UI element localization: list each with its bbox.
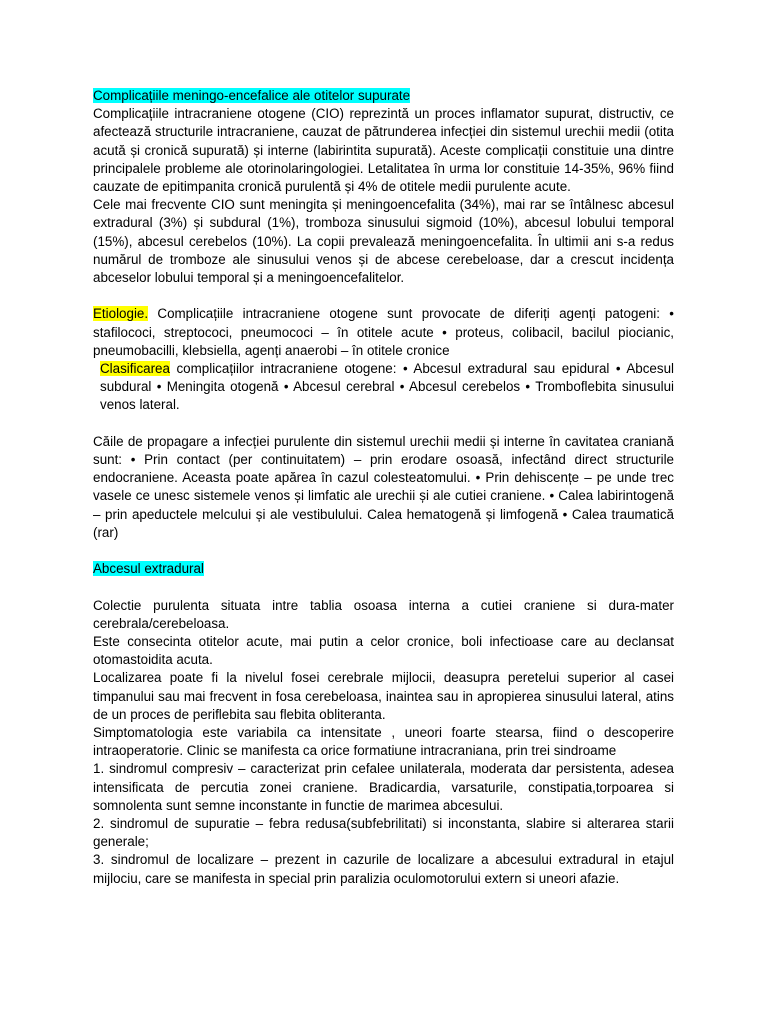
paragraph-sindrom-supuratie: 2. sindromul de supuratie – febra redusa(subfebrilitati) si inconstanta, slabire si alterarea starii generale; <box>93 816 674 850</box>
paragraph-cai-propagare: Căile de propagare a infecției purulente din sistemul urechii medii și interne în cavitatea craniană sunt: • Prin contact (per continuitatem) – prin erodare osoasă, infectând direct structurile endocraniene. Aceasta poate apărea în cazul colesteatomului. • Prin dehiscențe – pe unde trec vasele ce unesc sistemele venos și limfatic ale urechii și ale cutiei craniene. • Calea labirintogenă – prin apeductele melcului și ale vestibulului. Calea hematogenă și limfogenă • Calea traumatică (rar) <box>93 433 674 540</box>
etiologie-text: Complicațiile intracraniene otogene sunt provocate de diferiți agenți patogeni: • stafilococi, streptococi, pneumococi – în otitele acute • proteus, colibacil, bacilul piocianic, pneumobacilli, klebsiella, agenți anaerobi – în otitele cronice <box>93 306 674 358</box>
clasificarea-text: complicațiilor intracraniene otogene: • Abcesul extradural sau epidural • Abcesul subdural • Meningita otogenă • Abcesul cerebral • Abcesul cerebelos • Tromboflebita sinusului venos lateral. <box>100 361 674 413</box>
etiologie-label: Etiologie. <box>93 306 149 322</box>
spacer <box>93 415 674 433</box>
spacer <box>93 287 674 305</box>
document-page <box>93 87 674 888</box>
paragraph-colectie: Colectie purulenta situata intre tablia osoasa interna a cutiei craniene si dura-mater cerebrala/cerebeloasa. <box>93 597 674 631</box>
paragraph-sindrom-compresiv: 1. sindromul compresiv – caracterizat prin cefalee unilaterala, moderata dar persistenta, adesea intensificata de percutia zonei craniene. Bradicardia, varsaturile, constipatia,torpoarea si somnolenta sunt semne inconstante in functie de marimea abcesului. <box>93 761 674 813</box>
spacer <box>93 542 674 560</box>
heading-highlight: Complicațiile meningo-encefalice ale otitelor supurate <box>93 88 411 103</box>
spacer <box>93 578 674 596</box>
clasificarea-label: Clasificarea <box>100 361 170 377</box>
paragraph-definition: Complicațiile intracraniene otogene (CIO) reprezintă un proces inflamator supurat, distructiv, ce afectează structurile intracraniene, cauzat de pătrunderea infecției din sistemul urechii medii (otita acută și cronică supurată) și interne (labirintita supurată). Aceste complicații constituie una dintre principalele probleme ale otorinolaringologiei. Letalitatea în urma lor constituie 14-35%, 96% fiind cauzate de epitimpanita cronică purulentă și 4% de otitele medii purulente acute. <box>93 106 674 195</box>
section-heading-complicatii <box>93 87 674 105</box>
paragraph-consecinta: Este consecinta otitelor acute, mai putin a celor cronice, boli infectioase care au declansat otomastoidita acuta. <box>93 634 674 668</box>
heading-highlight: Abcesul extradural <box>93 561 204 577</box>
paragraph-clasificarea <box>93 360 674 415</box>
paragraph-localizarea: Localizarea poate fi la nivelul fosei cerebrale mijlocii, deasupra peretelui superior al casei timpanului sau mai frecvent in fosa cerebeloasa, inaintea sau in apropierea sinusului lateral, atins de un proces de periflebita sau flebita obliteranta. <box>93 670 674 722</box>
paragraph-etiologie <box>93 305 674 360</box>
paragraph-simptomatologia: Simptomatologia este variabila ca intensitate , uneori foarte stearsa, fiind o descoperire intraoperatorie. Clinic se manifesta ca orice formatiune intracraniana, prin trei sindroame <box>93 725 674 759</box>
paragraph-sindrom-localizare: 3. sindromul de localizare – prezent in cazurile de localizare a abcesului extradural in etajul mijlociu, care se manifesta in special prin paralizia oculomotorului extern si uneori afazie. <box>93 852 674 886</box>
paragraph-frequency: Cele mai frecvente CIO sunt meningita și meningoencefalita (34%), mai rar se întâlnesc abcesul extradural (3%) și subdural (1%), tromboza sinusului sigmoid (10%), abcesul lobului temporal (15%), abcesul cerebelos (10%). La copii prevalează meningoencefalita. În ultimii ani s-a redus numărul de tromboze ale sinusului venos și de abcese cerebeloase, dar a crescut incidența abceselor lobului temporal și a meningoencefalitelor. <box>93 197 674 286</box>
section-heading-abcesul <box>93 560 674 578</box>
